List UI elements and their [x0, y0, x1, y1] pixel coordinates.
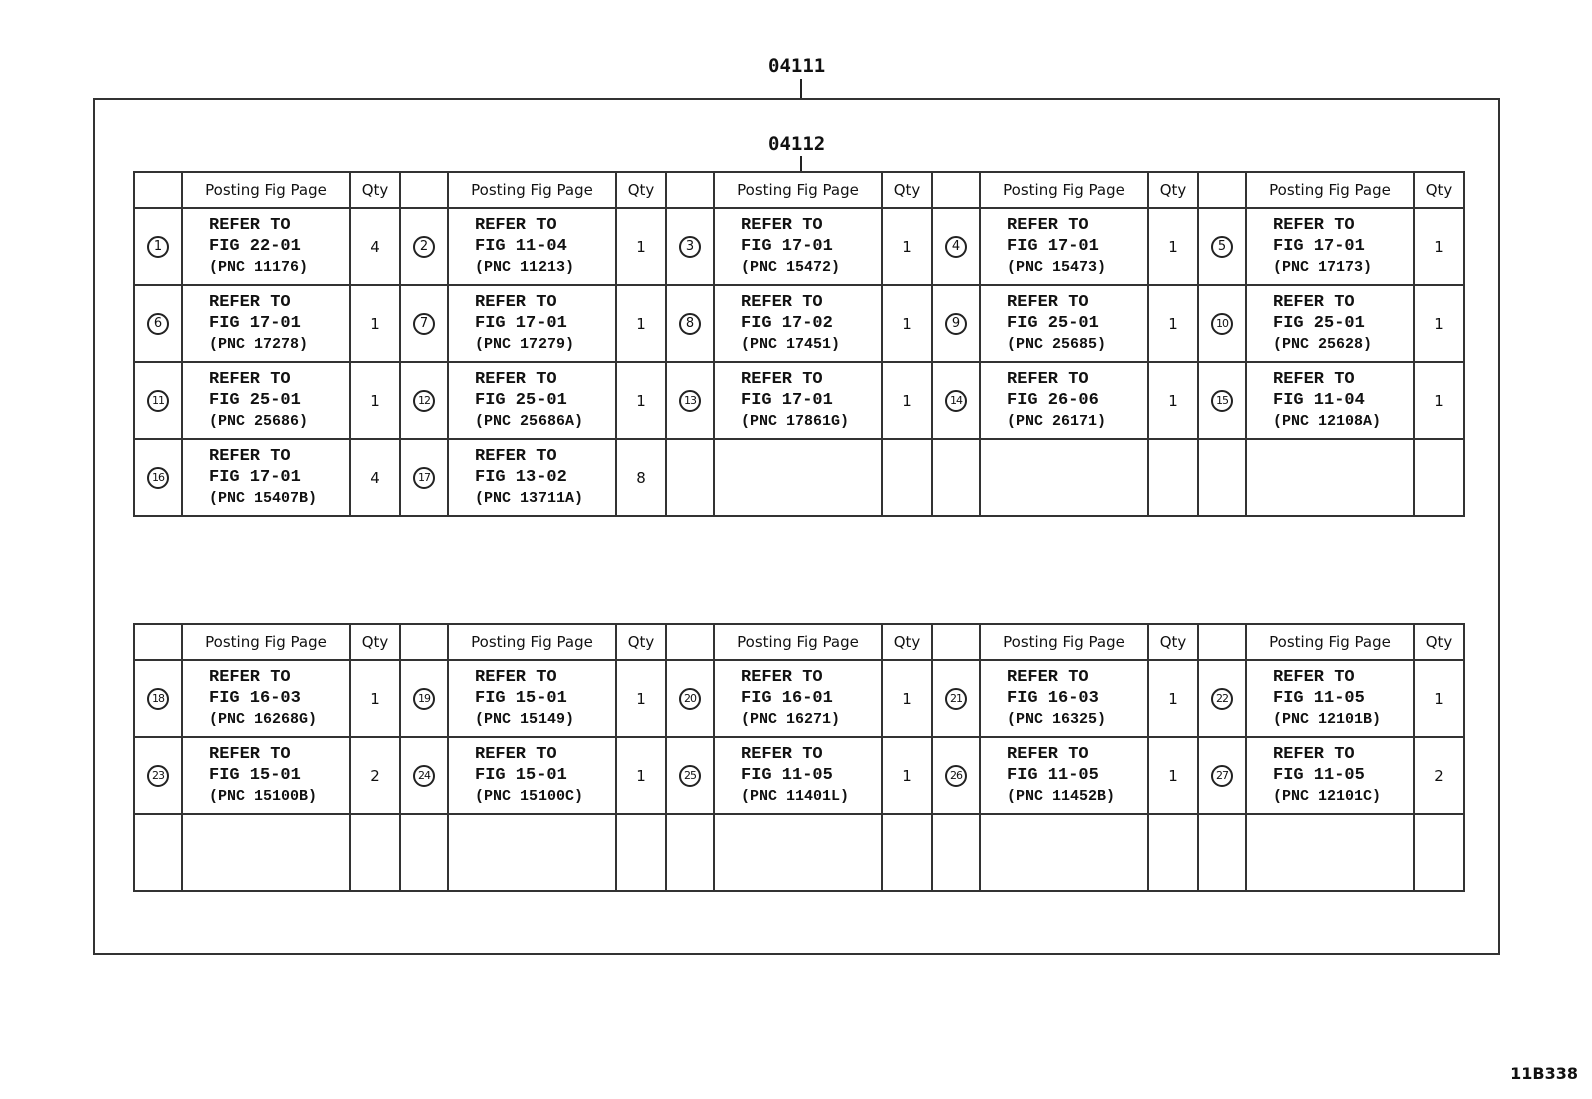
header-posting-fig-page: Posting Fig Page	[980, 624, 1148, 660]
qty-value: 1	[1168, 766, 1178, 785]
item-number-callout: 14	[945, 390, 967, 412]
qty-cell	[1148, 208, 1198, 285]
reference-cell	[182, 362, 350, 439]
pnc-reference: (PNC 17861G)	[741, 413, 850, 430]
fig-reference: FIG 25-01	[1007, 314, 1099, 333]
pnc-reference: (PNC 16271)	[741, 711, 841, 728]
reference-cell	[448, 737, 616, 814]
fig-reference: FIG 13-02	[475, 468, 567, 487]
qty-cell	[1148, 285, 1198, 362]
item-number-callout: 11	[147, 390, 169, 412]
qty-cell	[350, 814, 400, 891]
table-row	[134, 660, 1464, 737]
qty-cell	[1414, 362, 1464, 439]
header-posting-fig-page: Posting Fig Page	[182, 624, 350, 660]
qty-cell	[1148, 814, 1198, 891]
qty-value: 1	[370, 689, 380, 708]
refer-to-text: REFER TO	[1007, 370, 1089, 389]
qty-cell	[1414, 285, 1464, 362]
qty-value: 1	[636, 237, 646, 256]
reference-cell	[1246, 439, 1414, 516]
reference-cell	[448, 362, 616, 439]
parts-table-lower	[133, 623, 1465, 892]
item-number-cell	[666, 208, 714, 285]
qty-value: 1	[636, 391, 646, 410]
item-number-cell	[1198, 362, 1246, 439]
qty-cell	[882, 285, 932, 362]
assembly-label: 04111	[768, 55, 826, 77]
header-blank-cell	[1198, 172, 1246, 208]
refer-to-text: REFER TO	[209, 370, 291, 389]
item-number-cell	[400, 362, 448, 439]
fig-reference: FIG 25-01	[209, 391, 301, 410]
reference-cell	[182, 439, 350, 516]
pnc-reference: (PNC 12108A)	[1273, 413, 1382, 430]
qty-cell	[882, 208, 932, 285]
fig-reference: FIG 17-01	[1007, 237, 1099, 256]
refer-to-text: REFER TO	[1273, 668, 1355, 687]
item-number-cell	[1198, 208, 1246, 285]
qty-value: 1	[902, 237, 912, 256]
table-row	[134, 737, 1464, 814]
reference-cell	[182, 814, 350, 891]
item-number-cell	[400, 814, 448, 891]
header-posting-fig-page: Posting Fig Page	[448, 624, 616, 660]
header-posting-fig-page: Posting Fig Page	[980, 172, 1148, 208]
pnc-reference: (PNC 16325)	[1007, 711, 1107, 728]
reference-cell	[448, 285, 616, 362]
item-number-callout: 18	[147, 688, 169, 710]
item-number-cell	[400, 439, 448, 516]
qty-cell	[1414, 208, 1464, 285]
qty-value: 1	[636, 314, 646, 333]
fig-reference: FIG 11-05	[1007, 766, 1099, 785]
qty-value: 2	[370, 766, 380, 785]
fig-reference: FIG 16-03	[209, 689, 301, 708]
pnc-reference: (PNC 25686)	[209, 413, 309, 430]
item-number-callout: 17	[413, 467, 435, 489]
qty-cell	[616, 208, 666, 285]
item-number-cell	[666, 285, 714, 362]
item-number-cell	[1198, 814, 1246, 891]
item-number-cell	[932, 737, 980, 814]
reference-cell	[714, 660, 882, 737]
reference-cell	[980, 439, 1148, 516]
header-blank-cell	[134, 624, 182, 660]
qty-cell	[1148, 439, 1198, 516]
pnc-reference: (PNC 11176)	[209, 259, 309, 276]
parts-table-upper	[133, 171, 1465, 517]
header-blank-cell	[400, 172, 448, 208]
item-number-cell	[666, 737, 714, 814]
item-number-callout: 27	[1211, 765, 1233, 787]
item-number-cell	[134, 285, 182, 362]
pnc-reference: (PNC 12101B)	[1273, 711, 1382, 728]
item-number-cell	[134, 362, 182, 439]
reference-cell	[980, 737, 1148, 814]
refer-to-text: REFER TO	[1007, 293, 1089, 312]
table-row	[134, 362, 1464, 439]
qty-value: 1	[1434, 314, 1444, 333]
subassembly-label: 04112	[768, 133, 826, 155]
item-number-callout: 1	[147, 236, 169, 258]
refer-to-text: REFER TO	[1273, 370, 1355, 389]
fig-reference: FIG 17-01	[209, 468, 301, 487]
fig-reference: FIG 15-01	[209, 766, 301, 785]
item-number-cell	[932, 362, 980, 439]
pnc-reference: (PNC 25685)	[1007, 336, 1107, 353]
pnc-reference: (PNC 11401L)	[741, 788, 850, 805]
header-posting-fig-page: Posting Fig Page	[1246, 172, 1414, 208]
refer-to-text: REFER TO	[1007, 216, 1089, 235]
qty-cell	[350, 362, 400, 439]
fig-reference: FIG 22-01	[209, 237, 301, 256]
pnc-reference: (PNC 15472)	[741, 259, 841, 276]
qty-value: 1	[902, 314, 912, 333]
item-number-callout: 20	[679, 688, 701, 710]
table-row	[134, 439, 1464, 516]
qty-value: 1	[1168, 391, 1178, 410]
item-number-callout: 24	[413, 765, 435, 787]
item-number-cell	[666, 362, 714, 439]
qty-value: 4	[370, 237, 380, 256]
fig-reference: FIG 11-05	[741, 766, 833, 785]
reference-cell	[714, 814, 882, 891]
refer-to-text: REFER TO	[741, 216, 823, 235]
reference-cell	[714, 737, 882, 814]
pnc-reference: (PNC 15149)	[475, 711, 575, 728]
header-qty: Qty	[1148, 172, 1198, 208]
item-number-cell	[134, 439, 182, 516]
item-number-callout: 12	[413, 390, 435, 412]
header-posting-fig-page: Posting Fig Page	[714, 624, 882, 660]
item-number-callout: 2	[413, 236, 435, 258]
qty-value: 1	[902, 766, 912, 785]
qty-cell	[1148, 660, 1198, 737]
header-qty: Qty	[882, 172, 932, 208]
pnc-reference: (PNC 15473)	[1007, 259, 1107, 276]
reference-cell	[182, 737, 350, 814]
qty-cell	[350, 208, 400, 285]
pnc-reference: (PNC 12101C)	[1273, 788, 1382, 805]
item-number-cell	[134, 660, 182, 737]
header-qty: Qty	[350, 172, 400, 208]
item-number-cell	[134, 737, 182, 814]
fig-reference: FIG 11-05	[1273, 766, 1365, 785]
reference-cell	[448, 439, 616, 516]
header-qty: Qty	[1148, 624, 1198, 660]
qty-value: 1	[636, 689, 646, 708]
assembly-leader-line	[800, 79, 802, 98]
qty-cell	[882, 814, 932, 891]
refer-to-text: REFER TO	[209, 293, 291, 312]
reference-cell	[1246, 362, 1414, 439]
item-number-cell	[134, 208, 182, 285]
item-number-cell	[932, 660, 980, 737]
fig-reference: FIG 26-06	[1007, 391, 1099, 410]
fig-reference: FIG 17-01	[475, 314, 567, 333]
fig-reference: FIG 16-01	[741, 689, 833, 708]
qty-cell	[1414, 737, 1464, 814]
pnc-reference: (PNC 11452B)	[1007, 788, 1116, 805]
reference-cell	[980, 285, 1148, 362]
pnc-reference: (PNC 25628)	[1273, 336, 1373, 353]
header-qty: Qty	[1414, 624, 1464, 660]
item-number-cell	[666, 660, 714, 737]
table-row	[134, 285, 1464, 362]
item-number-callout: 19	[413, 688, 435, 710]
item-number-cell	[400, 737, 448, 814]
header-posting-fig-page: Posting Fig Page	[1246, 624, 1414, 660]
item-number-callout: 21	[945, 688, 967, 710]
qty-cell	[882, 362, 932, 439]
header-blank-cell	[1198, 624, 1246, 660]
pnc-reference: (PNC 15407B)	[209, 490, 318, 507]
qty-cell	[1414, 660, 1464, 737]
qty-cell	[616, 362, 666, 439]
header-blank-cell	[666, 624, 714, 660]
header-posting-fig-page: Posting Fig Page	[448, 172, 616, 208]
qty-value: 1	[902, 391, 912, 410]
refer-to-text: REFER TO	[741, 745, 823, 764]
reference-cell	[182, 208, 350, 285]
item-number-cell	[1198, 439, 1246, 516]
item-number-cell	[932, 285, 980, 362]
fig-reference: FIG 17-01	[209, 314, 301, 333]
header-blank-cell	[666, 172, 714, 208]
reference-cell	[448, 208, 616, 285]
refer-to-text: REFER TO	[741, 370, 823, 389]
item-number-cell	[1198, 737, 1246, 814]
item-number-callout: 13	[679, 390, 701, 412]
header-qty: Qty	[1414, 172, 1464, 208]
refer-to-text: REFER TO	[1273, 293, 1355, 312]
qty-cell	[616, 737, 666, 814]
reference-cell	[448, 660, 616, 737]
fig-reference: FIG 15-01	[475, 689, 567, 708]
reference-cell	[714, 362, 882, 439]
qty-value: 1	[902, 689, 912, 708]
item-number-cell	[666, 814, 714, 891]
item-number-callout: 26	[945, 765, 967, 787]
item-number-callout: 22	[1211, 688, 1233, 710]
reference-cell	[1246, 285, 1414, 362]
header-qty: Qty	[616, 624, 666, 660]
item-number-callout: 25	[679, 765, 701, 787]
refer-to-text: REFER TO	[475, 745, 557, 764]
item-number-cell	[134, 814, 182, 891]
pnc-reference: (PNC 13711A)	[475, 490, 584, 507]
item-number-callout: 16	[147, 467, 169, 489]
pnc-reference: (PNC 25686A)	[475, 413, 584, 430]
fig-reference: FIG 16-03	[1007, 689, 1099, 708]
fig-reference: FIG 17-01	[741, 391, 833, 410]
item-number-callout: 6	[147, 313, 169, 335]
header-posting-fig-page: Posting Fig Page	[714, 172, 882, 208]
refer-to-text: REFER TO	[475, 447, 557, 466]
refer-to-text: REFER TO	[475, 216, 557, 235]
reference-cell	[1246, 208, 1414, 285]
qty-cell	[1148, 737, 1198, 814]
header-blank-cell	[134, 172, 182, 208]
qty-cell	[1148, 362, 1198, 439]
item-number-callout: 10	[1211, 313, 1233, 335]
qty-cell	[616, 814, 666, 891]
refer-to-text: REFER TO	[1273, 745, 1355, 764]
qty-cell	[350, 660, 400, 737]
qty-cell	[350, 285, 400, 362]
reference-cell	[182, 285, 350, 362]
item-number-callout: 15	[1211, 390, 1233, 412]
item-number-cell	[932, 814, 980, 891]
qty-value: 1	[1434, 391, 1444, 410]
item-number-callout: 23	[147, 765, 169, 787]
reference-cell	[1246, 737, 1414, 814]
reference-cell	[714, 208, 882, 285]
refer-to-text: REFER TO	[1007, 745, 1089, 764]
fig-reference: FIG 17-02	[741, 314, 833, 333]
qty-cell	[350, 737, 400, 814]
refer-to-text: REFER TO	[475, 293, 557, 312]
header-qty: Qty	[616, 172, 666, 208]
fig-reference: FIG 25-01	[475, 391, 567, 410]
pnc-reference: (PNC 17279)	[475, 336, 575, 353]
pnc-reference: (PNC 15100B)	[209, 788, 318, 805]
qty-cell	[616, 285, 666, 362]
reference-cell	[1246, 814, 1414, 891]
item-number-callout: 3	[679, 236, 701, 258]
item-number-callout: 8	[679, 313, 701, 335]
fig-reference: FIG 17-01	[1273, 237, 1365, 256]
item-number-callout: 7	[413, 313, 435, 335]
qty-value: 1	[1168, 314, 1178, 333]
header-qty: Qty	[350, 624, 400, 660]
item-number-cell	[400, 660, 448, 737]
reference-cell	[448, 814, 616, 891]
qty-value: 1	[1168, 237, 1178, 256]
qty-value: 4	[370, 468, 380, 487]
header-blank-cell	[932, 624, 980, 660]
table-row	[134, 814, 1464, 891]
reference-cell	[980, 660, 1148, 737]
item-number-callout: 5	[1211, 236, 1233, 258]
drawing-code: 11B338	[1510, 1064, 1578, 1083]
refer-to-text: REFER TO	[475, 668, 557, 687]
refer-to-text: REFER TO	[741, 668, 823, 687]
header-qty: Qty	[882, 624, 932, 660]
qty-cell	[1414, 439, 1464, 516]
item-number-cell	[932, 208, 980, 285]
item-number-cell	[400, 285, 448, 362]
qty-value: 1	[1168, 689, 1178, 708]
qty-value: 1	[636, 766, 646, 785]
qty-cell	[350, 439, 400, 516]
qty-value: 1	[1434, 237, 1444, 256]
item-number-cell	[932, 439, 980, 516]
qty-cell	[616, 660, 666, 737]
table-header-row	[134, 624, 1464, 660]
fig-reference: FIG 17-01	[741, 237, 833, 256]
refer-to-text: REFER TO	[209, 447, 291, 466]
pnc-reference: (PNC 11213)	[475, 259, 575, 276]
qty-value: 2	[1434, 766, 1444, 785]
header-blank-cell	[400, 624, 448, 660]
refer-to-text: REFER TO	[475, 370, 557, 389]
reference-cell	[714, 285, 882, 362]
qty-cell	[882, 737, 932, 814]
qty-cell	[616, 439, 666, 516]
subassembly-leader-line	[800, 156, 802, 172]
qty-cell	[1414, 814, 1464, 891]
fig-reference: FIG 15-01	[475, 766, 567, 785]
qty-value: 1	[370, 314, 380, 333]
header-blank-cell	[932, 172, 980, 208]
reference-cell	[980, 362, 1148, 439]
header-posting-fig-page: Posting Fig Page	[182, 172, 350, 208]
item-number-cell	[1198, 660, 1246, 737]
qty-cell	[882, 439, 932, 516]
refer-to-text: REFER TO	[741, 293, 823, 312]
pnc-reference: (PNC 26171)	[1007, 413, 1107, 430]
reference-cell	[714, 439, 882, 516]
fig-reference: FIG 11-04	[475, 237, 567, 256]
qty-value: 1	[1434, 689, 1444, 708]
reference-cell	[182, 660, 350, 737]
fig-reference: FIG 11-05	[1273, 689, 1365, 708]
fig-reference: FIG 25-01	[1273, 314, 1365, 333]
refer-to-text: REFER TO	[1007, 668, 1089, 687]
item-number-callout: 4	[945, 236, 967, 258]
item-number-callout: 9	[945, 313, 967, 335]
pnc-reference: (PNC 17278)	[209, 336, 309, 353]
table-header-row	[134, 172, 1464, 208]
item-number-cell	[666, 439, 714, 516]
reference-cell	[1246, 660, 1414, 737]
pnc-reference: (PNC 16268G)	[209, 711, 318, 728]
qty-cell	[882, 660, 932, 737]
pnc-reference: (PNC 17173)	[1273, 259, 1373, 276]
refer-to-text: REFER TO	[209, 745, 291, 764]
refer-to-text: REFER TO	[209, 216, 291, 235]
pnc-reference: (PNC 15100C)	[475, 788, 584, 805]
table-row	[134, 208, 1464, 285]
item-number-cell	[400, 208, 448, 285]
qty-value: 8	[636, 468, 646, 487]
fig-reference: FIG 11-04	[1273, 391, 1365, 410]
qty-value: 1	[370, 391, 380, 410]
reference-cell	[980, 814, 1148, 891]
reference-cell	[980, 208, 1148, 285]
item-number-cell	[1198, 285, 1246, 362]
pnc-reference: (PNC 17451)	[741, 336, 841, 353]
refer-to-text: REFER TO	[209, 668, 291, 687]
refer-to-text: REFER TO	[1273, 216, 1355, 235]
